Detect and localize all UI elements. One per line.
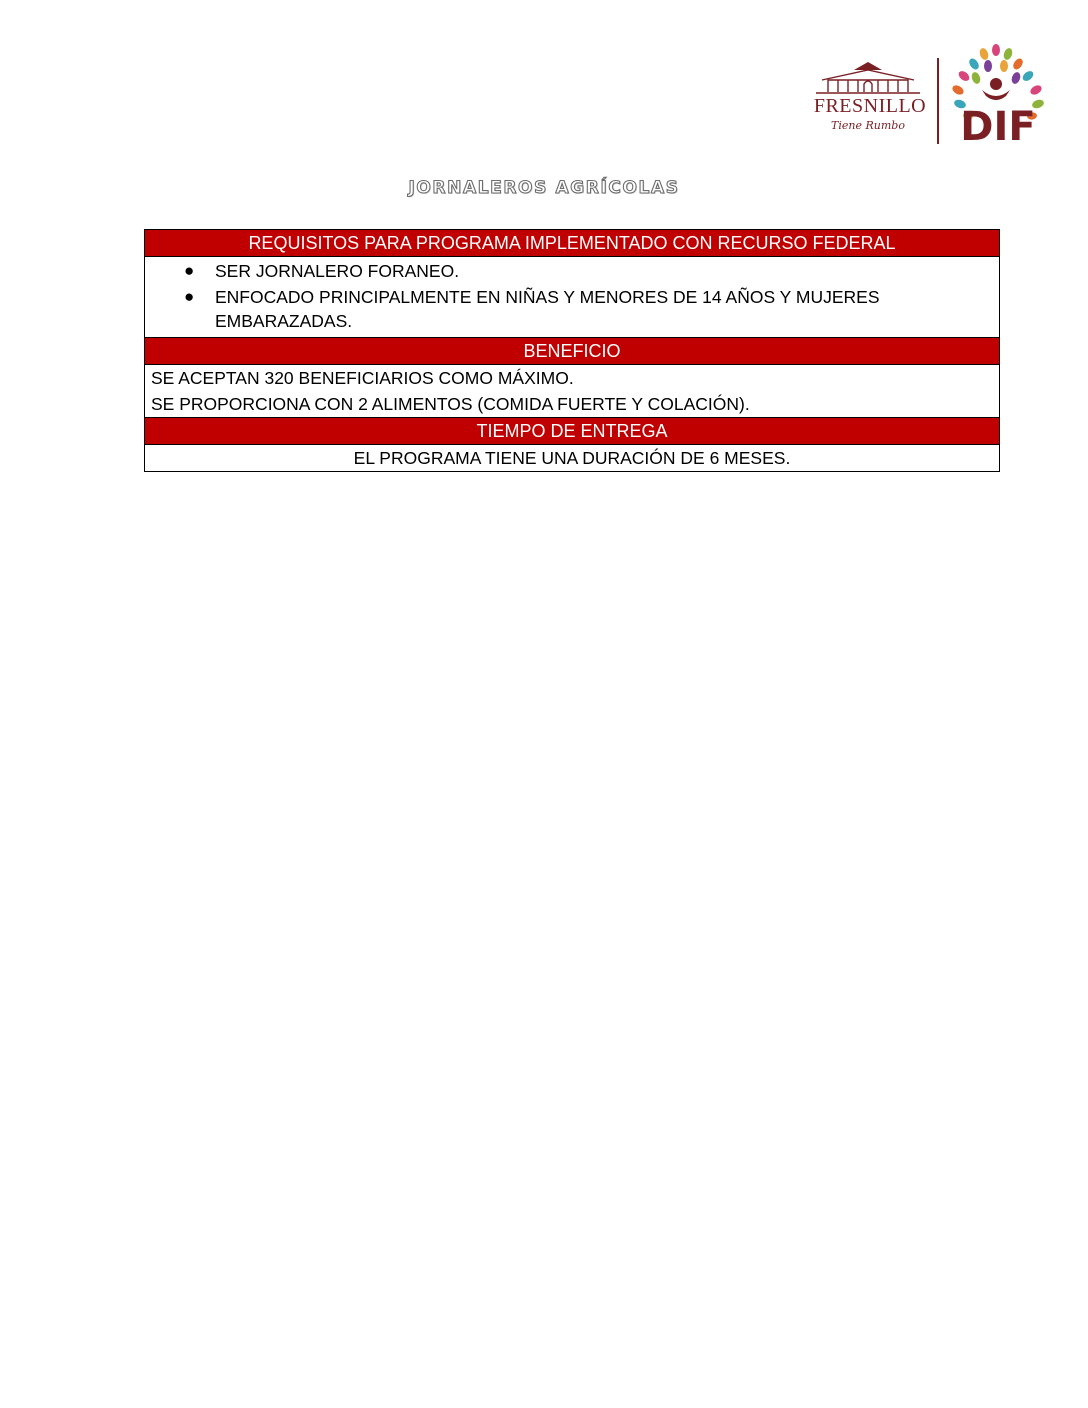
benefit-block (145, 365, 999, 418)
benefit-line: SE PROPORCIONA CON 2 ALIMENTOS (COMIDA FUERTE Y COLACIÓN). (151, 394, 750, 414)
dif-logo-text: DIF (960, 104, 1036, 144)
dif-logo (946, 44, 1050, 144)
benefit-line: SE ACEPTAN 320 BENEFICIARIOS COMO MÁXIMO. (151, 368, 574, 388)
bullet-icon: ● (184, 287, 195, 306)
requirement-item (184, 285, 959, 335)
logo-divider (937, 58, 939, 144)
page-title: JORNALEROS AGRÍCOLAS (408, 178, 680, 198)
fresnillo-logo (808, 58, 936, 138)
requirement-text: ENFOCADO PRINCIPALMENTE EN NIÑAS Y MENORES DE 14 AÑOS Y MUJERES EMBARAZADAS. (215, 287, 880, 331)
program-requirements-table (144, 229, 1000, 472)
requirement-item (184, 259, 959, 285)
delivery-header: TIEMPO DE ENTREGA (145, 418, 999, 445)
fresnillo-logo-name: FRESNILLO (813, 95, 927, 117)
fresnillo-logo-tagline: Tiene Rumbo (831, 119, 905, 132)
requirements-header: REQUISITOS PARA PROGRAMA IMPLEMENTADO CON RECURSO FEDERAL (145, 230, 999, 257)
bullet-icon: ● (184, 261, 195, 280)
delivery-text: EL PROGRAMA TIENE UNA DURACIÓN DE 6 MESES. (353, 448, 791, 468)
requirement-text: SER JORNALERO FORANEO. (215, 261, 460, 281)
requirements-list (145, 257, 999, 338)
header-logos (808, 44, 1053, 148)
benefit-header: BENEFICIO (145, 338, 999, 365)
